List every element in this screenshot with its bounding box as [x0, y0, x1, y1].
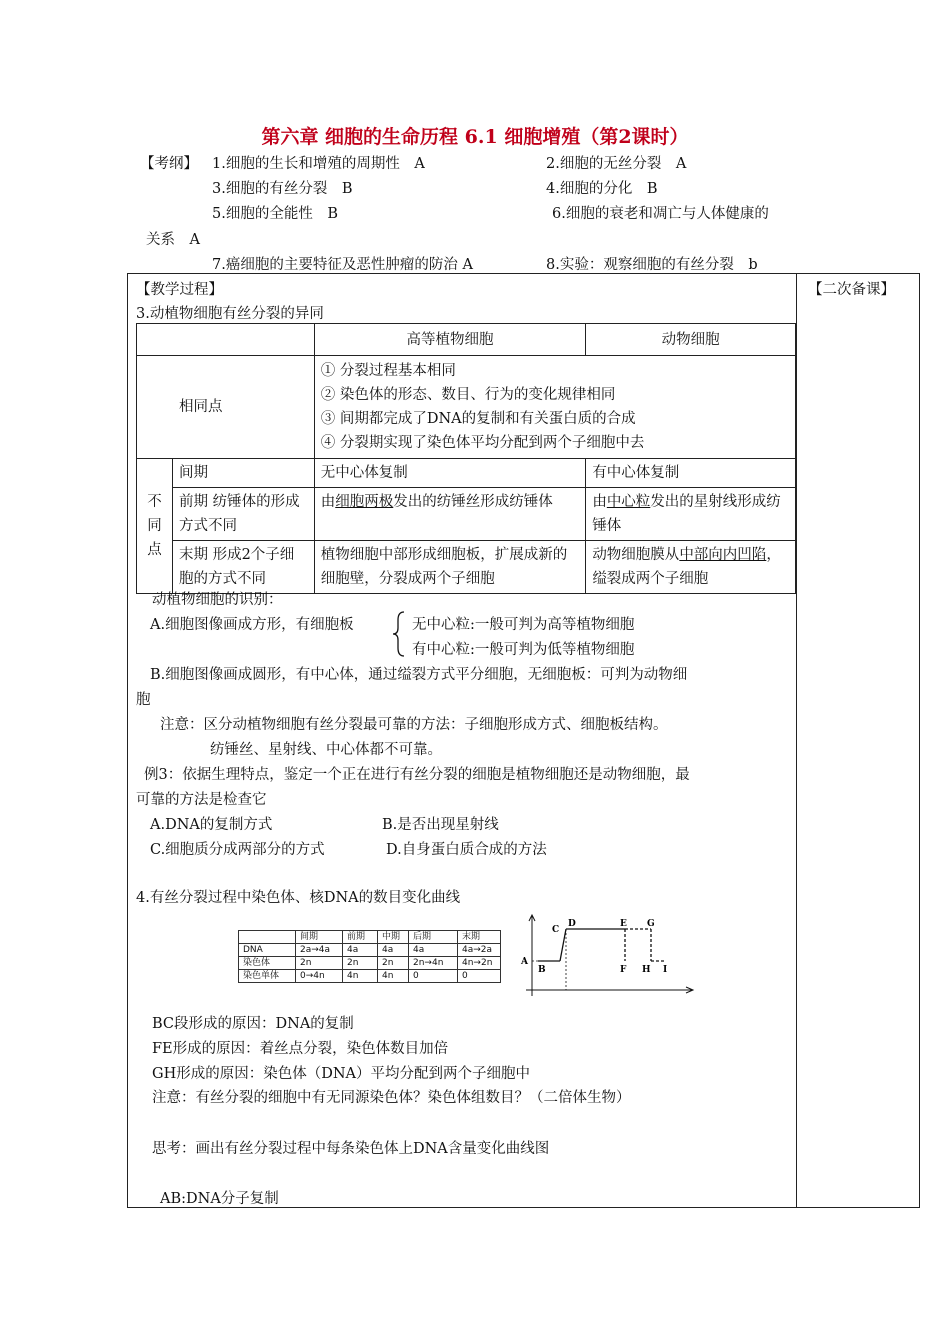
stage-prophase: 前期 纺锤体的形成方式不同 — [172, 488, 314, 541]
note-text: 纺锤丝、星射线、中心体都不可靠。 — [210, 742, 442, 758]
identify-a-branch: 无中心粒:一般可判为高等植物细胞 — [412, 617, 635, 633]
diff-label: 不 同 点 — [137, 459, 173, 594]
animal-telophase: 动物细胞膜从中部向内凹陷，缢裂成两个子细胞 — [586, 541, 796, 594]
note-text: 注意：区分动植物细胞有丝分裂最可靠的方法：子细胞形成方式、细胞板结构。 — [160, 717, 668, 733]
reason-gh: GH形成的原因：染色体（DNA）平均分配到两个子细胞中 — [152, 1066, 531, 1082]
same-points — [314, 356, 795, 459]
syllabus-label: 【考纲】 — [140, 156, 198, 172]
syllabus-item: 3.细胞的有丝分裂 B — [212, 181, 353, 197]
ab-note: AB:DNA分子复制 — [160, 1191, 279, 1207]
syllabus-item: 6.细胞的衰老和凋亡与人体健康的 — [552, 206, 769, 222]
syllabus-item: 7.癌细胞的主要特征及恶性肿瘤的防治 A — [212, 257, 473, 273]
page-title: 第六章 细胞的生命历程 6.1 细胞增殖（第2课时） — [261, 126, 689, 148]
syllabus-item: 1.细胞的生长和增殖的周期性 A — [212, 156, 425, 172]
stage-telophase: 末期 形成2个子细胞的方式不同 — [172, 541, 314, 594]
teaching-header: 【教学过程】 — [136, 282, 223, 298]
same-point: ③ 间期都完成了DNA的复制和有关蛋白质的合成 — [320, 411, 636, 427]
syllabus-item: 关系 A — [146, 232, 200, 248]
table-row: DNA 2a→4a 4a 4a 4a 4a→2a — [239, 944, 501, 957]
section4-title: 4.有丝分裂过程中染色体、核DNA的数目变化曲线 — [136, 890, 461, 906]
col-header-plant: 高等植物细胞 — [314, 324, 586, 356]
col-header-animal: 动物细胞 — [586, 324, 796, 356]
curve-point-label: D — [568, 919, 576, 929]
curve-point-label: G — [647, 919, 655, 929]
same-point: ① 分裂过程基本相同 — [320, 363, 456, 379]
dna-curve-diagram — [516, 912, 696, 998]
curve-point-label: E — [620, 919, 627, 929]
identify-b: 胞 — [136, 692, 151, 708]
syllabus-item: 4.细胞的分化 B — [546, 181, 658, 197]
curve-point-label: F — [620, 965, 627, 975]
curve-point-label: B — [538, 965, 546, 975]
syllabus-item: 8.实验：观察细胞的有丝分裂 b — [546, 257, 758, 273]
option-d: D.自身蛋白质合成的方法 — [386, 842, 547, 858]
same-point: ② 染色体的形态、数目、行为的变化规律相同 — [320, 387, 616, 403]
animal-prophase: 由中心粒发出的星射线形成纺锤体 — [586, 488, 796, 541]
brace-icon — [392, 610, 406, 658]
count-table — [238, 930, 501, 983]
syllabus-item: 2.细胞的无丝分裂 A — [546, 156, 687, 172]
column-divider — [796, 273, 797, 1208]
plant-interphase: 无中心体复制 — [314, 459, 586, 488]
think-prompt: 思考：画出有丝分裂过程中每条染色体上DNA含量变化曲线图 — [152, 1141, 550, 1157]
option-b: B.是否出现星射线 — [382, 817, 499, 833]
comparison-table — [136, 323, 796, 594]
table-corner — [137, 324, 315, 356]
identify-a-branch: 有中心粒:一般可判为低等植物细胞 — [412, 642, 635, 658]
option-a: A.DNA的复制方式 — [150, 817, 273, 833]
example-text: 可靠的方法是检查它 — [136, 792, 267, 808]
reason-bc: BC段形成的原因：DNA的复制 — [152, 1016, 354, 1032]
table-row: 染色单体 0→4n 4n 4n 0 0 — [239, 970, 501, 983]
same-point: ④ 分裂期实现了染色体平均分配到两个子细胞中去 — [320, 435, 645, 451]
curve-point-label: C — [552, 925, 560, 935]
second-prep-header: 【二次备课】 — [808, 282, 895, 298]
identify-b: B.细胞图像画成圆形，有中心体，通过缢裂方式平分细胞，无细胞板：可判为动物细 — [150, 667, 688, 683]
same-label: 相同点 — [137, 356, 315, 459]
plant-telophase: 植物细胞中部形成细胞板，扩展成新的细胞壁，分裂成两个子细胞 — [314, 541, 586, 594]
option-c: C.细胞质分成两部分的方式 — [150, 842, 325, 858]
curve-point-label: A — [521, 957, 528, 967]
section3-title: 3.动植物细胞有丝分裂的异同 — [136, 306, 324, 322]
table-row: 间期 前期 中期 后期 末期 — [239, 931, 501, 944]
syllabus-item: 5.细胞的全能性 B — [212, 206, 338, 222]
example-text: 例3：依据生理特点，鉴定一个正在进行有丝分裂的细胞是植物细胞还是动物细胞，最 — [144, 767, 690, 783]
curve-point-label: H — [642, 965, 651, 975]
curve-point-label: I — [663, 965, 668, 975]
identify-a: A.细胞图像画成方形，有细胞板 — [150, 617, 354, 633]
plant-prophase: 由细胞两极发出的纺锤丝形成纺锤体 — [314, 488, 586, 541]
stage-interphase: 间期 — [172, 459, 314, 488]
reason-fe: FE形成的原因：着丝点分裂，染色体数目加倍 — [152, 1041, 449, 1057]
animal-interphase: 有中心体复制 — [586, 459, 796, 488]
table-row: 染色体 2n 2n 2n 2n→4n 4n→2n — [239, 957, 501, 970]
note-homologous: 注意：有丝分裂的细胞中有无同源染色体？染色体组数目？（二倍体生物） — [152, 1090, 631, 1106]
identify-heading: 动植物细胞的识别： — [152, 592, 283, 608]
